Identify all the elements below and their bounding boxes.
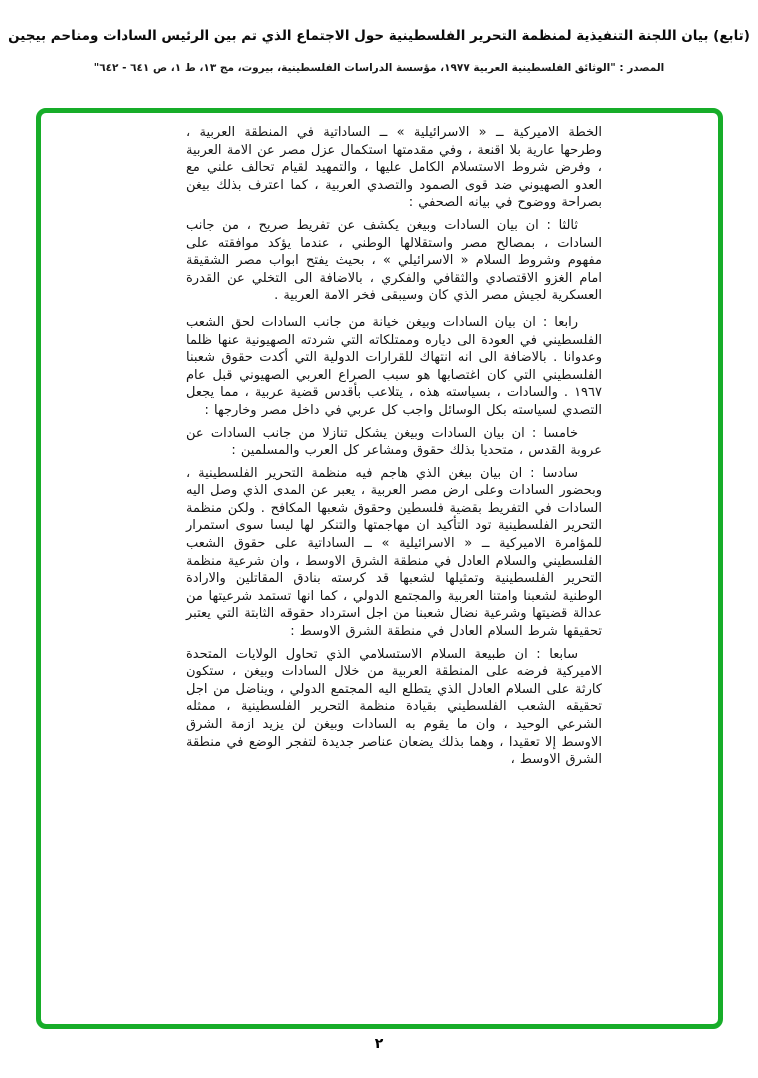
paragraph-continuation: الخطة الاميركية ــ « الاسرائيلية » ــ الساداتية في المنطقة العربية ، وطرحها عارية بلا اقنعة ، وفي مقدمتها استكمال عزل مصر عن الامة العربية ، وفرض شروط الاستسلام الكامل عليها ، والتمهيد لقيام تحالف علني مع العدو الصهيوني ضد قوى الصمود والتصدي العربية ، كما اعترف بذلك بيغن بصراحة ووضوح في بيانه الصحفي : bbox=[186, 125, 602, 211]
document-body bbox=[186, 124, 602, 774]
paragraph-thirdly: ثالثا : ان بيان السادات وبيغن يكشف عن تفريط صريح ، من جانب السادات ، بمصالح مصر واستقلالها الوطني ، عندما يؤكد موافقته على مفهوم وشروط السلام « الاسرائيلي » ، بحيث يفتح ابواب مصر الشقيقة امام الغزو الاقتصادي والثقافي والفكري ، بالاضافة الى التخلي عن القدرة العسكرية لجيش مصر الذي كان وسيبقى فخر الامة العربية . bbox=[186, 217, 602, 304]
paragraph-sixthly: سادسا : ان بيان بيغن الذي هاجم فيه منظمة التحرير الفلسطينية ، وبحضور السادات وعلى ارض مصر العربية ، يعبر عن المدى الذي وصل اليه السادات في التفريط بقضية فلسطين وحقوق شعبها المكافح . ولكن منظمة التحرير الفلسطينية تود التأكيد ان مهاجمتها والتنكر لها ليسا سوى استمرار للمؤامرة الاميركية ــ « الاسرائيلية » ــ الساداتية على حقوق الشعب الفلسطيني والسلام العادل في منطقة الشرق الاوسط ، وان شرعية منظمة التحرير الفلسطينية وتمثيلها لشعبها قد كرسته بنادق المقاتلين والارادة الوطنية لشعبنا وامتنا العربية والمجتمع الدولي ، كما انها تستمد شرعيتها من عدالة قضيتها وشرعية نضال شعبنا من اجل استرداد حقوقه الثابتة التي يعتبر تحقيقها شرط السلام العادل في منطقة الشرق الاوسط : bbox=[186, 465, 602, 640]
page-number: ٢ bbox=[374, 1036, 384, 1052]
document-header-title: (تابع) بيان اللجنة التنفيذية لمنظمة التحرير الفلسطينية حول الاجتماع الذي تم بين الرئيس السادات ومناحم بيجين bbox=[8, 28, 750, 44]
paragraph-fifthly: خامسا : ان بيان السادات وبيغن يشكل تنازلا من جانب السادات عن عروبة القدس ، متحديا بذلك حقوق ومشاعر كل العرب والمسلمين : bbox=[186, 425, 602, 459]
paragraph-fourthly: رابعا : ان بيان السادات وبيغن خيانة من جانب السادات لحق الشعب الفلسطيني في العودة الى دياره وممتلكاته التي شردته الصهيونية عنها ظلما وعدوانا . بالاضافة الى انه انتهاك للقرارات الدولية التي أكدت حقوق شعبنا الفلسطيني التي كان اغتصابها هو سبب الصراع العربي الصهيوني قبل عام ١٩٦٧ . والسادات ، بسياسته هذه ، يتلاعب بأقدس قضية عربية ، مما يجعل التصدي لسياسته بكل الوسائل واجب كل عربي في داخل مصر وخارجها : bbox=[186, 314, 602, 418]
document-source-citation: المصدر : "الوثائق الفلسطينية العربية ١٩٧٧، مؤسسة الدراسات الفلسطينية، بيروت، مج ١٣، ط ١، ص ٦٤١ - ٦٤٢" bbox=[93, 62, 665, 74]
paragraph-seventhly: سابعا : ان طبيعة السلام الاستسلامي الذي تحاول الولايات المتحدة الاميركية فرضه على المنطقة العربية من خلال السادات وبيغن ، ستكون كارثة على السلام العادل الذي يتطلع اليه المجتمع الدولي ، ويناضل من اجل تحقيقه الشعب الفلسطيني بقيادة منظمة التحرير الفلسطينية ، ممثله الشرعي الوحيد ، وان ما يقوم به السادات وبيغن لن يزيد ازمة الشرق الاوسط إلا تعقيدا ، وهما بذلك يضعان عناصر جديدة لتفجر الوضع في منطقة الشرق الاوسط ، bbox=[186, 646, 602, 768]
